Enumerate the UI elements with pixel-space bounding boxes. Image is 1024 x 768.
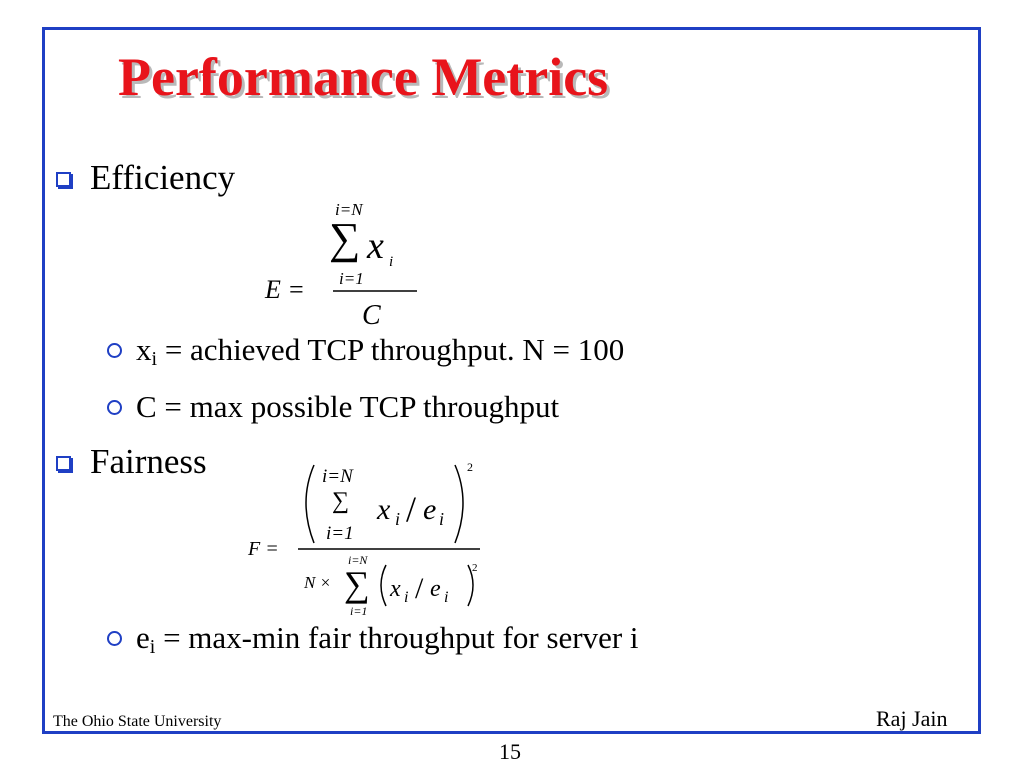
fairness-lhs: F = [248, 538, 279, 560]
den-left-paren [381, 565, 386, 606]
fairness-num-lower: i=1 [326, 523, 354, 544]
page-number: 15 [499, 739, 521, 764]
efficiency-lhs: E = [265, 275, 305, 304]
footer-university: The Ohio State University [53, 713, 222, 730]
circle-bullet-icon [107, 400, 122, 415]
fairness-den-e: e [430, 576, 441, 602]
efficiency-sum-symbol: ∑ [329, 214, 361, 263]
efficiency-sum-lower: i=1 [339, 269, 364, 288]
fairness-den-x: x [390, 576, 401, 602]
fairness-den-ei: i [444, 589, 449, 606]
fairness-formula [240, 455, 490, 625]
fairness-den-sum: ∑ [344, 564, 370, 604]
xi-sub: i [151, 348, 158, 370]
fairness-den-power: 2 [472, 562, 478, 574]
xi-var: x [136, 332, 152, 367]
efficiency-denominator: C [362, 300, 381, 331]
right-paren [455, 465, 463, 543]
ei-text: = max-min fair throughput for server i [155, 620, 639, 655]
square-bullet-icon [56, 172, 71, 187]
fairness-num-sum: ∑ [332, 488, 350, 514]
bullet-ei-definition [136, 620, 639, 659]
circle-bullet-icon [107, 343, 122, 358]
footer-author: Raj Jain [876, 706, 948, 731]
fairness-num-power: 2 [467, 460, 473, 474]
bullet-c-definition: C = max possible TCP throughput [136, 389, 560, 424]
efficiency-sum-var: x [367, 225, 384, 267]
ei-var: e [136, 620, 150, 655]
fairness-num-x: x [377, 493, 391, 526]
efficiency-formula [255, 198, 435, 333]
fairness-den-lower: i=1 [350, 604, 368, 618]
efficiency-sum-upper: i=N [335, 200, 363, 219]
slide-title: Performance Metrics [118, 47, 609, 107]
circle-bullet-icon [107, 631, 122, 646]
fairness-num-e: e [423, 493, 437, 526]
efficiency-sum-sub: i [389, 254, 394, 270]
fairness-den-upper: i=N [348, 553, 368, 567]
left-paren [306, 465, 314, 543]
square-bullet-icon [56, 456, 71, 471]
bullet-efficiency: Efficiency [90, 158, 236, 197]
fairness-den-xi: i [404, 589, 409, 606]
fairness-den-slash: / [415, 572, 424, 605]
bullet-fairness: Fairness [90, 442, 207, 481]
fairness-den-n: N × [304, 573, 332, 592]
ei-sub: i [149, 636, 156, 658]
fairness-num-upper: i=N [322, 466, 353, 487]
fairness-num-slash: / [406, 489, 417, 529]
xi-text: = achieved TCP throughput. N = 100 [157, 332, 625, 367]
fairness-num-ei: i [439, 509, 445, 529]
bullet-xi-definition [136, 332, 624, 371]
fairness-num-xi: i [395, 509, 401, 529]
